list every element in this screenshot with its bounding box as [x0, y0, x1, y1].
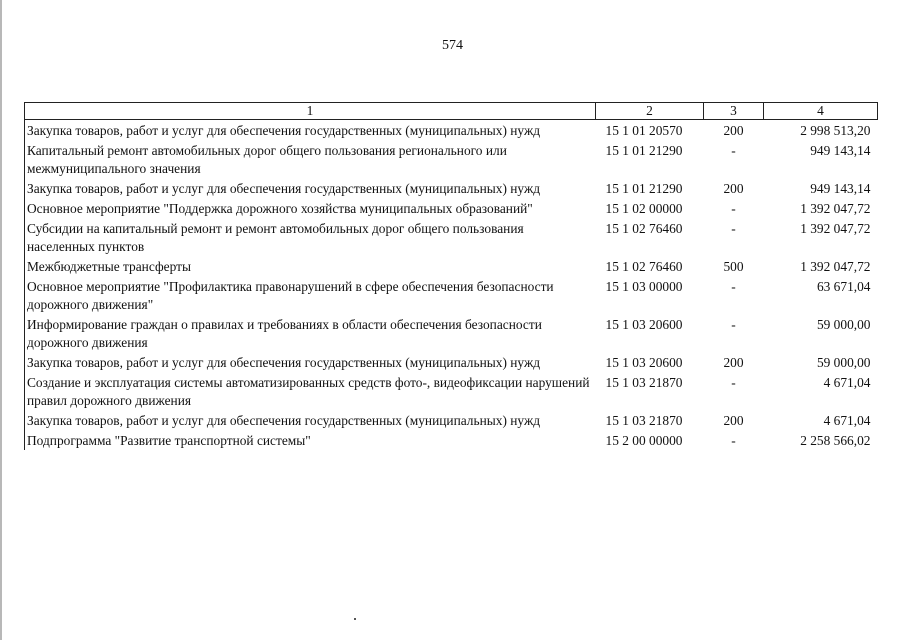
- row-amount: 63 671,04: [816, 279, 871, 294]
- table-row: [25, 314, 878, 352]
- row-type: -: [731, 317, 736, 332]
- row-amount: 4 671,04: [823, 413, 871, 428]
- row-amount: 2 998 513,20: [800, 123, 871, 138]
- row-code: 15 1 01 20570: [605, 123, 683, 138]
- page-edge-rule: [0, 0, 2, 640]
- row-code: 15 1 03 21870: [605, 413, 683, 428]
- header-col-1: 1: [25, 103, 596, 120]
- row-amount: 4 671,04: [823, 375, 871, 390]
- table-row: [25, 218, 878, 256]
- row-name: Закупка товаров, работ и услуг для обеспечения государственных (муниципальных) нужд: [25, 410, 596, 430]
- table-row: [25, 276, 878, 314]
- row-type: 200: [723, 123, 744, 138]
- row-code: 15 1 01 21290: [605, 181, 683, 196]
- table-row: [25, 120, 878, 141]
- row-amount: 1 392 047,72: [800, 201, 871, 216]
- row-type: -: [731, 375, 736, 390]
- table-row: [25, 256, 878, 276]
- row-name: Основное мероприятие "Поддержка дорожного хозяйства муниципальных образований": [25, 198, 596, 218]
- row-code: 15 2 00 00000: [605, 433, 683, 448]
- row-type: -: [731, 279, 736, 294]
- table-row: [25, 178, 878, 198]
- row-amount: 1 392 047,72: [800, 259, 871, 274]
- header-col-4: 4: [764, 103, 878, 120]
- row-code: 15 1 02 76460: [605, 259, 683, 274]
- row-type: -: [731, 201, 736, 216]
- row-type: -: [731, 143, 736, 158]
- row-name: Закупка товаров, работ и услуг для обеспечения государственных (муниципальных) нужд: [25, 352, 596, 372]
- table-row: [25, 352, 878, 372]
- header-col-3: 3: [704, 103, 764, 120]
- row-name: Закупка товаров, работ и услуг для обеспечения государственных (муниципальных) нужд: [25, 178, 596, 198]
- header-col-2: 2: [596, 103, 704, 120]
- table-row: [25, 140, 878, 178]
- table-row: [25, 198, 878, 218]
- row-name: Создание и эксплуатация системы автоматизированных средств фото-, видеофиксации нарушений правил дорожного движения: [25, 372, 596, 410]
- row-type: 200: [723, 355, 744, 370]
- row-amount: 949 143,14: [810, 143, 871, 158]
- row-code: 15 1 03 21870: [605, 375, 683, 390]
- row-name: Субсидии на капитальный ремонт и ремонт автомобильных дорог общего пользования населенных пунктов: [25, 218, 596, 256]
- row-name: Информирование граждан о правилах и требованиях в области обеспечения безопасности дорожного движения: [25, 314, 596, 352]
- row-name: Основное мероприятие "Профилактика правонарушений в сфере обеспечения безопасности дорожного движения": [25, 276, 596, 314]
- row-type: -: [731, 433, 736, 448]
- row-name: Подпрограмма "Развитие транспортной системы": [25, 430, 596, 450]
- row-amount: 2 258 566,02: [800, 433, 871, 448]
- row-code: 15 1 03 00000: [605, 279, 683, 294]
- scan-speck: [354, 618, 356, 620]
- table-row: [25, 430, 878, 450]
- row-code: 15 1 03 20600: [605, 355, 683, 370]
- table-header-row: [25, 103, 878, 120]
- row-name: Закупка товаров, работ и услуг для обеспечения государственных (муниципальных) нужд: [25, 120, 596, 141]
- row-type: 200: [723, 181, 744, 196]
- row-type: 500: [723, 259, 744, 274]
- row-code: 15 1 02 00000: [605, 201, 683, 216]
- row-amount: 949 143,14: [810, 181, 871, 196]
- page-number: 574: [442, 38, 463, 53]
- row-amount: 59 000,00: [816, 355, 871, 370]
- table-row: [25, 410, 878, 430]
- table-row: [25, 372, 878, 410]
- row-name: Капитальный ремонт автомобильных дорог общего пользования регионального или межмуниципального значения: [25, 140, 596, 178]
- row-code: 15 1 01 21290: [605, 143, 683, 158]
- row-type: -: [731, 221, 736, 236]
- row-amount: 59 000,00: [816, 317, 871, 332]
- row-amount: 1 392 047,72: [800, 221, 871, 236]
- budget-table: [24, 102, 878, 450]
- row-type: 200: [723, 413, 744, 428]
- row-code: 15 1 02 76460: [605, 221, 683, 236]
- row-code: 15 1 03 20600: [605, 317, 683, 332]
- row-name: Межбюджетные трансферты: [25, 256, 596, 276]
